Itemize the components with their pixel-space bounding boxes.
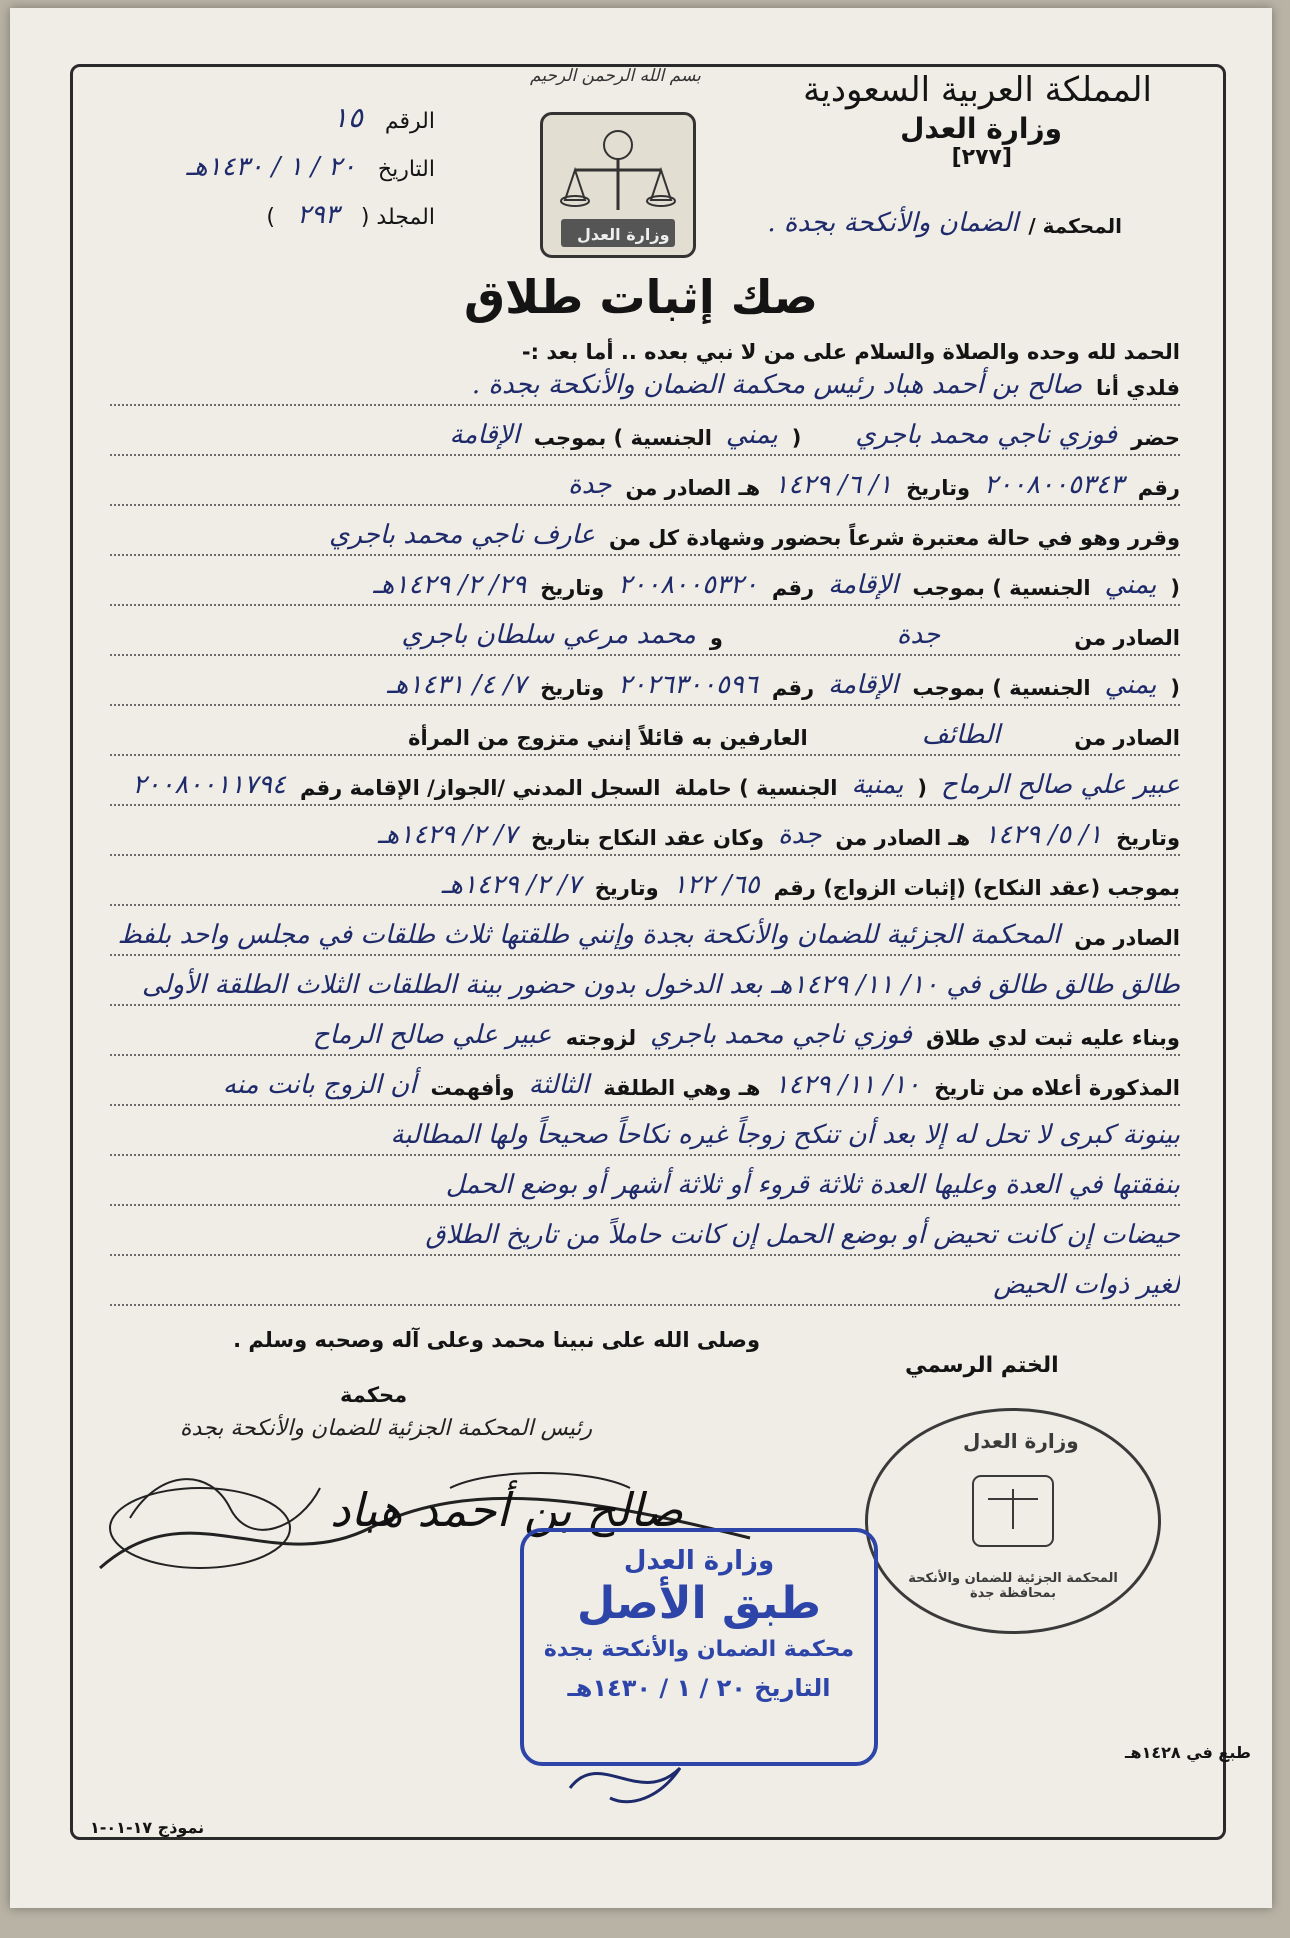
- divorced-wife: عبير علي صالح الرماح: [312, 1020, 552, 1050]
- witness2-id-date: ٧/ ٤/ ١٤٣١هـ: [387, 670, 527, 700]
- closing-prayer: وصلى الله على نبينا محمد وعلى آله وصحبه وسلم .: [233, 1328, 760, 1352]
- kingdom-name: المملكة العربية السعودية: [803, 70, 1152, 110]
- witness2-id-type: الإقامة: [828, 670, 899, 700]
- body-line-18: [110, 1208, 1180, 1256]
- court-line: [767, 208, 1122, 238]
- divorce-date: ١٠/ ١١/ ١٤٢٩: [774, 1070, 921, 1100]
- wife-nationality: يمنية: [851, 770, 904, 800]
- divorce-statement-2: طالق طالق طالق في ١٠/ ١١/ ١٤٢٩هـ بعد الدخول بدون حضور بينة الطلقات الثلاث الطلقة الأولى: [142, 970, 1180, 1000]
- wife-id-place: جدة: [778, 820, 822, 850]
- wife-name: عبير علي صالح الرماح: [941, 770, 1180, 800]
- witness1-id-number: ٢٠٠٨٠٠٥٣٢٠: [618, 570, 758, 600]
- body-line-closing: [110, 1308, 1180, 1356]
- true-copy-stamp: [520, 1528, 878, 1766]
- ministry-emblem-icon: [540, 112, 696, 258]
- l15-print-a: المذكورة أعلاه من تاريخ: [934, 1076, 1180, 1100]
- l5-print-d: وتاريخ: [540, 576, 605, 600]
- husband-id-type: الإقامة: [449, 420, 520, 450]
- body-line-6: [110, 608, 1180, 656]
- divorcing-husband: فوزي ناجي محمد باجري: [650, 1020, 912, 1050]
- l5-print-b: الجنسية ) بموجب: [912, 576, 1091, 600]
- signature-role: رئيس المحكمة الجزئية للضمان والأنكحة بجدة: [180, 1416, 593, 1441]
- ruling-text-2: بنفقتها في العدة وعليها العدة ثلاثة قروء أو ثلاثة أشهر أو بوضع الحمل: [445, 1170, 1180, 1200]
- body-line-16: [110, 1108, 1180, 1156]
- l5-print-a: (: [1170, 576, 1180, 600]
- body-line-2: [110, 408, 1180, 456]
- ruling-text-3: حيضات إن كانت تحيض أو بوضع الحمل إن كانت حاملاً من تاريخ الطلاق: [425, 1220, 1180, 1250]
- ruling-text-4: لغير ذوات الحيض: [993, 1270, 1180, 1300]
- wife-id-number: ٢٠٠٨٠٠١١٧٩٤: [132, 770, 286, 800]
- body-line-13: [110, 958, 1180, 1006]
- witness2-id-number: ٢٠٢٦٣٠٠٥٩٦: [618, 670, 758, 700]
- divorce-count: الثالثة: [528, 1070, 590, 1100]
- stamp-court: محكمة الضمان والأنكحة بجدة: [543, 1637, 855, 1662]
- l3-print-c: هـ الصادر من: [625, 476, 761, 500]
- l2-print-a: حضر: [1131, 426, 1180, 450]
- number-label: الرقم: [384, 109, 435, 134]
- signature-name: صالح بن أحمد هباد: [330, 1483, 684, 1537]
- body-line-1: [110, 358, 1180, 406]
- court-label: المحكمة /: [1028, 214, 1122, 238]
- body-line-10: [110, 808, 1180, 856]
- l7-print-b: الجنسية ) بموجب: [912, 676, 1091, 700]
- l14-print-a: وبناء عليه ثبت لدي طلاق: [925, 1026, 1180, 1050]
- husband-nationality: يمني: [725, 420, 778, 450]
- ruling-text-1: بينونة كبرى لا تحل له إلا بعد أن تنكح زوجاً غيره نكاحاً صحيحاً ولها المطالبة: [390, 1120, 1180, 1150]
- body-line-8: [110, 708, 1180, 756]
- seal-emblem-icon: [968, 1471, 1058, 1551]
- body-line-14: [110, 1008, 1180, 1056]
- body-line-11: [110, 858, 1180, 906]
- l9-print-c: السجل المدني /الجواز/ الإقامة رقم: [299, 776, 661, 800]
- body-line-3: [110, 458, 1180, 506]
- l5-print-c: رقم: [771, 576, 815, 600]
- l7-print-d: وتاريخ: [540, 676, 605, 700]
- witness1-id-type: الإقامة: [828, 570, 899, 600]
- ministry-code: [٢٧٧]: [951, 145, 1012, 170]
- witness2-id-place: الطائف: [921, 720, 1001, 750]
- witness2-nationality: يمني: [1104, 670, 1157, 700]
- judge-name: صالح بن أحمد هباد رئيس محكمة الضمان والأنكحة بجدة .: [471, 370, 1083, 400]
- l6-print-b: و: [709, 626, 723, 650]
- l7-print-c: رقم: [771, 676, 815, 700]
- witness1-id-place: جدة: [896, 620, 941, 650]
- divorce-statement-1: المحكمة الجزئية للضمان والأنكحة بجدة وإنني طلقتها ثلاث طلقات في مجلس واحد بلفظ: [117, 920, 1061, 950]
- l10-print-a: وتاريخ: [1116, 826, 1180, 850]
- husband-id-place: جدة: [568, 470, 612, 500]
- l14-print-b: لزوجته: [565, 1026, 637, 1050]
- l4-print: وقرر وهو في حالة معتبرة شرعاً بحضور وشهادة كل من: [608, 526, 1180, 550]
- body-line-15: [110, 1058, 1180, 1106]
- l10-print-b: هـ الصادر من: [835, 826, 971, 850]
- ministry-name: وزارة العدل: [900, 112, 1062, 145]
- l15-print-b: هـ وهي الطلقة: [603, 1076, 761, 1100]
- body-line-12: [110, 908, 1180, 956]
- basmala: بسم الله الرحمن الرحيم: [530, 66, 701, 86]
- header-right: [803, 70, 1152, 170]
- court-round-seal: [865, 1408, 1161, 1634]
- husband-name: فوزي ناجي محمد باجري: [855, 420, 1118, 450]
- volume-close: ): [266, 205, 275, 230]
- footer-printed: طبع في ١٤٢٨هـ: [1125, 1743, 1251, 1762]
- l2-print-c: الجنسية ) بموجب: [533, 426, 712, 450]
- l11-print-b: وتاريخ: [594, 876, 659, 900]
- l9-print-a: (: [917, 776, 928, 800]
- l10-print-c: وكان عقد النكاح بتاريخ: [531, 826, 765, 850]
- opening-line: الحمد لله وحده والصلاة والسلام على من لا نبي بعده .. أما بعد :-: [521, 340, 1180, 364]
- round-seal-bottom: المحكمة الجزئية للضمان والأنكحة بمحافظة جدة: [908, 1571, 1118, 1601]
- ruling-start: أن الزوج بانت منه: [222, 1070, 417, 1100]
- footer-form-number: نموذج ١٧-٠١-١: [90, 1818, 205, 1837]
- body-line-17: [110, 1158, 1180, 1206]
- l3-print-a: رقم: [1137, 476, 1180, 500]
- number-value: ١٥: [332, 101, 363, 134]
- round-seal-top: وزارة العدل: [963, 1429, 1079, 1453]
- stamp-date: التاريخ ٢٠ / ١ / ١٤٣٠هـ: [567, 1674, 831, 1702]
- header-left: [105, 86, 435, 230]
- body-line-7: [110, 658, 1180, 706]
- witness2-name: محمد مرعي سلطان باجري: [401, 620, 696, 650]
- body-line-9: [110, 758, 1180, 806]
- marriage-contract-date: ٧/ ٢/ ١٤٢٩هـ: [441, 870, 581, 900]
- l9-print-b: الجنسية ) حاملة: [674, 776, 838, 800]
- marriage-contract-number: ٦٥/ ١٢٢: [672, 870, 760, 900]
- witness1-name: عارف ناجي محمد باجري: [329, 520, 595, 550]
- document-page: [10, 8, 1272, 1908]
- l8-print-a: الصادر من: [1074, 726, 1180, 750]
- volume-label: المجلد (: [360, 205, 435, 230]
- date-value: ٢٠ / ١ / ١٤٣٠هـ: [186, 152, 356, 182]
- volume-value: ٢٩٣: [296, 200, 339, 230]
- l8-print-b: العارفين به قائلاً إنني متزوج من المرأة: [408, 726, 808, 750]
- stamp-ministry: وزارة العدل: [623, 1546, 775, 1576]
- l11-print-a: بموجب (عقد النكاح) (إثبات الزواج) رقم: [773, 876, 1180, 900]
- l1-print: فلدي أنا: [1096, 376, 1180, 400]
- stamp-initial-icon: [550, 1738, 710, 1818]
- wife-id-date: ١/ ٥/ ١٤٢٩: [984, 820, 1103, 850]
- body-line-5: [110, 558, 1180, 606]
- date-label: التاريخ: [377, 157, 435, 182]
- body-line-19: [110, 1258, 1180, 1306]
- l12-print: الصادر من: [1074, 926, 1180, 950]
- witness1-id-date: ٢٩/ ٢/ ١٤٢٩هـ: [373, 570, 527, 600]
- husband-id-number: ٢٠٠٨٠٠٥٣٤٣: [984, 470, 1124, 500]
- stamp-main: طبق الأصل: [576, 1578, 822, 1629]
- husband-id-date: ١/ ٦/ ١٤٢٩: [774, 470, 893, 500]
- signature-label: محكمة: [340, 1383, 408, 1407]
- l7-print-a: (: [1170, 676, 1180, 700]
- document-title: صك إثبات طلاق: [463, 270, 818, 324]
- official-seal-label: الختم الرسمي: [905, 1353, 1059, 1378]
- l15-print-c: وأفهمت: [430, 1076, 515, 1100]
- witness1-nationality: يمني: [1104, 570, 1157, 600]
- emblem-caption: وزارة العدل: [577, 225, 670, 244]
- l6-print-a: الصادر من: [1074, 626, 1180, 650]
- body-line-4: [110, 508, 1180, 556]
- court-value: الضمان والأنكحة بجدة .: [767, 208, 1019, 238]
- marriage-date: ٧/ ٢/ ١٤٢٩هـ: [377, 820, 518, 850]
- l2-print-b: (: [791, 426, 802, 450]
- l3-print-b: وتاريخ: [906, 476, 971, 500]
